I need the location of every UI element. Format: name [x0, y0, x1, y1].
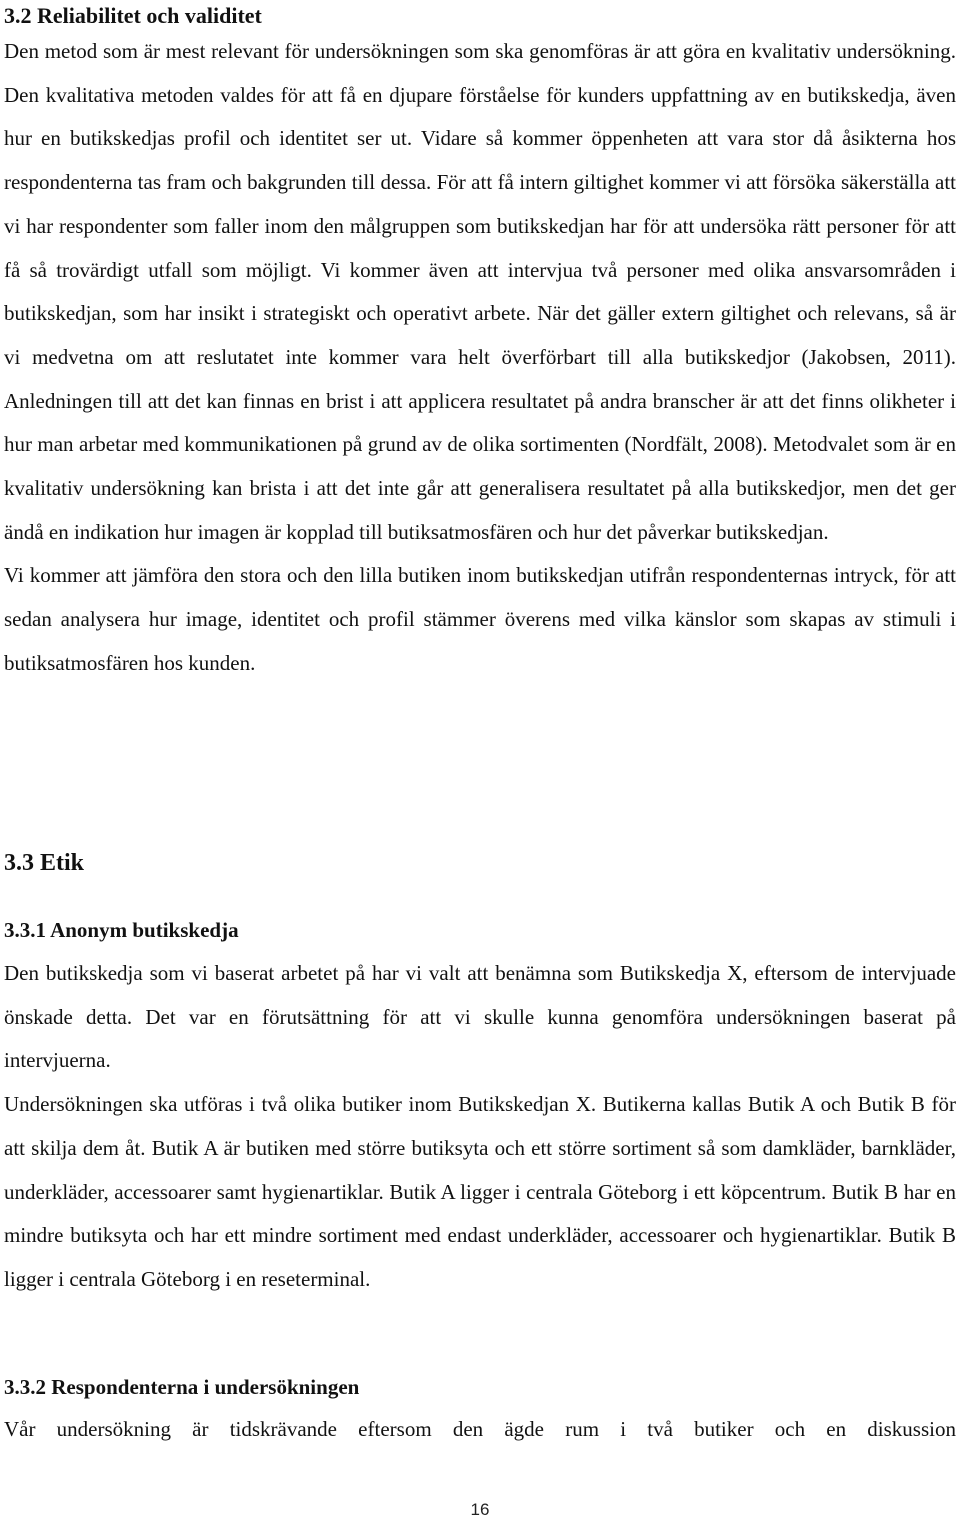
subsection-heading: 3.3.2 Respondenterna i undersökningen [4, 1375, 360, 1399]
subsection-heading: 3.3.1 Anonym butikskedja [4, 918, 239, 942]
body-paragraph: Vår undersökning är tidskrävande eftersom den ägde rum i två butiker och en diskussion [4, 1417, 956, 1441]
section-3-2 [4, 0, 956, 686]
body-paragraph: Undersökningen ska utföras i två olika butiker inom Butikskedjan X. Butikerna kallas Butik A och Butik B för att skilja dem åt. Butik A är butiken med större butiksyta och ett större sortiment så som damkläder, barnkläder, underkläder, accessoarer samt hygienartiklar. Butik A ligger i centrala Göteborg i ett köpcentrum. Butik B har en mindre butiksyta och har ett mindre sortiment med endast underkläder, accessoarer och hygienartiklar. Butik B ligger i centrala Göteborg i en reseterminal. [4, 1092, 956, 1291]
section-heading: 3.2 Reliabilitet och validitet [4, 3, 262, 28]
body-paragraph: Den butikskedja som vi baserat arbetet på har vi valt att benämna som Butikskedja X, eftersom de intervjuade önskade detta. Det var en förutsättning för att vi skulle kunna genomföra undersökningen baserat på intervjuerna. [4, 961, 956, 1073]
subsection-3-3-1 [4, 952, 956, 1302]
page-number: 16 [470, 1500, 490, 1519]
subsection-3-3-2 [4, 1408, 956, 1452]
section-heading: 3.3 Etik [4, 850, 85, 876]
body-paragraph: Vi kommer att jämföra den stora och den lilla butiken inom butikskedjan utifrån respondenternas intryck, för att sedan analysera hur image, identitet och profil stämmer överens med vilka känslor som skapas av stimuli i butiksatmosfären hos kunden. [4, 563, 956, 675]
body-paragraph: Den metod som är mest relevant för undersökningen som ska genomföras är att göra en kvalitativ undersökning. Den kvalitativa metoden valdes för att få en djupare förståelse för kunders uppfattning av en butikskedja, även hur en butikskedjas profil och identitet ser ut. Vidare så kommer öppenheten att vara stor då åsikterna hos respondenterna tas fram och bakgrunden till dessa. För att få intern giltighet kommer vi att försöka säkerställa att vi har respondenter som faller inom den målgruppen som butikskedjan har för att undersöka rätt personer för att få så trovärdigt utfall som möjligt. Vi kommer även att intervjua två personer med olika ansvarsområden i butikskedjan, som har insikt i strategiskt och operativt arbete. När det gäller extern giltighet och relevans, så är vi medvetna om att reslutatet inte kommer vara helt överförbart till alla butikskedjor (Jakobsen, 2011). Anledningen till att det kan finnas en brist i att applicera resultatet på andra branscher är att det finns olikheter i hur man arbetar med kommunikationen på grund av de olika sortimenten (Nordfält, 2008). Metodvalet som är en kvalitativ undersökning kan brista i att det inte går att generalisera resultatet på alla butikskedjor, men det ger ändå en indikation hur imagen är kopplad till butiksatmosfären och hur det påverkar butikskedjan. [4, 39, 956, 544]
